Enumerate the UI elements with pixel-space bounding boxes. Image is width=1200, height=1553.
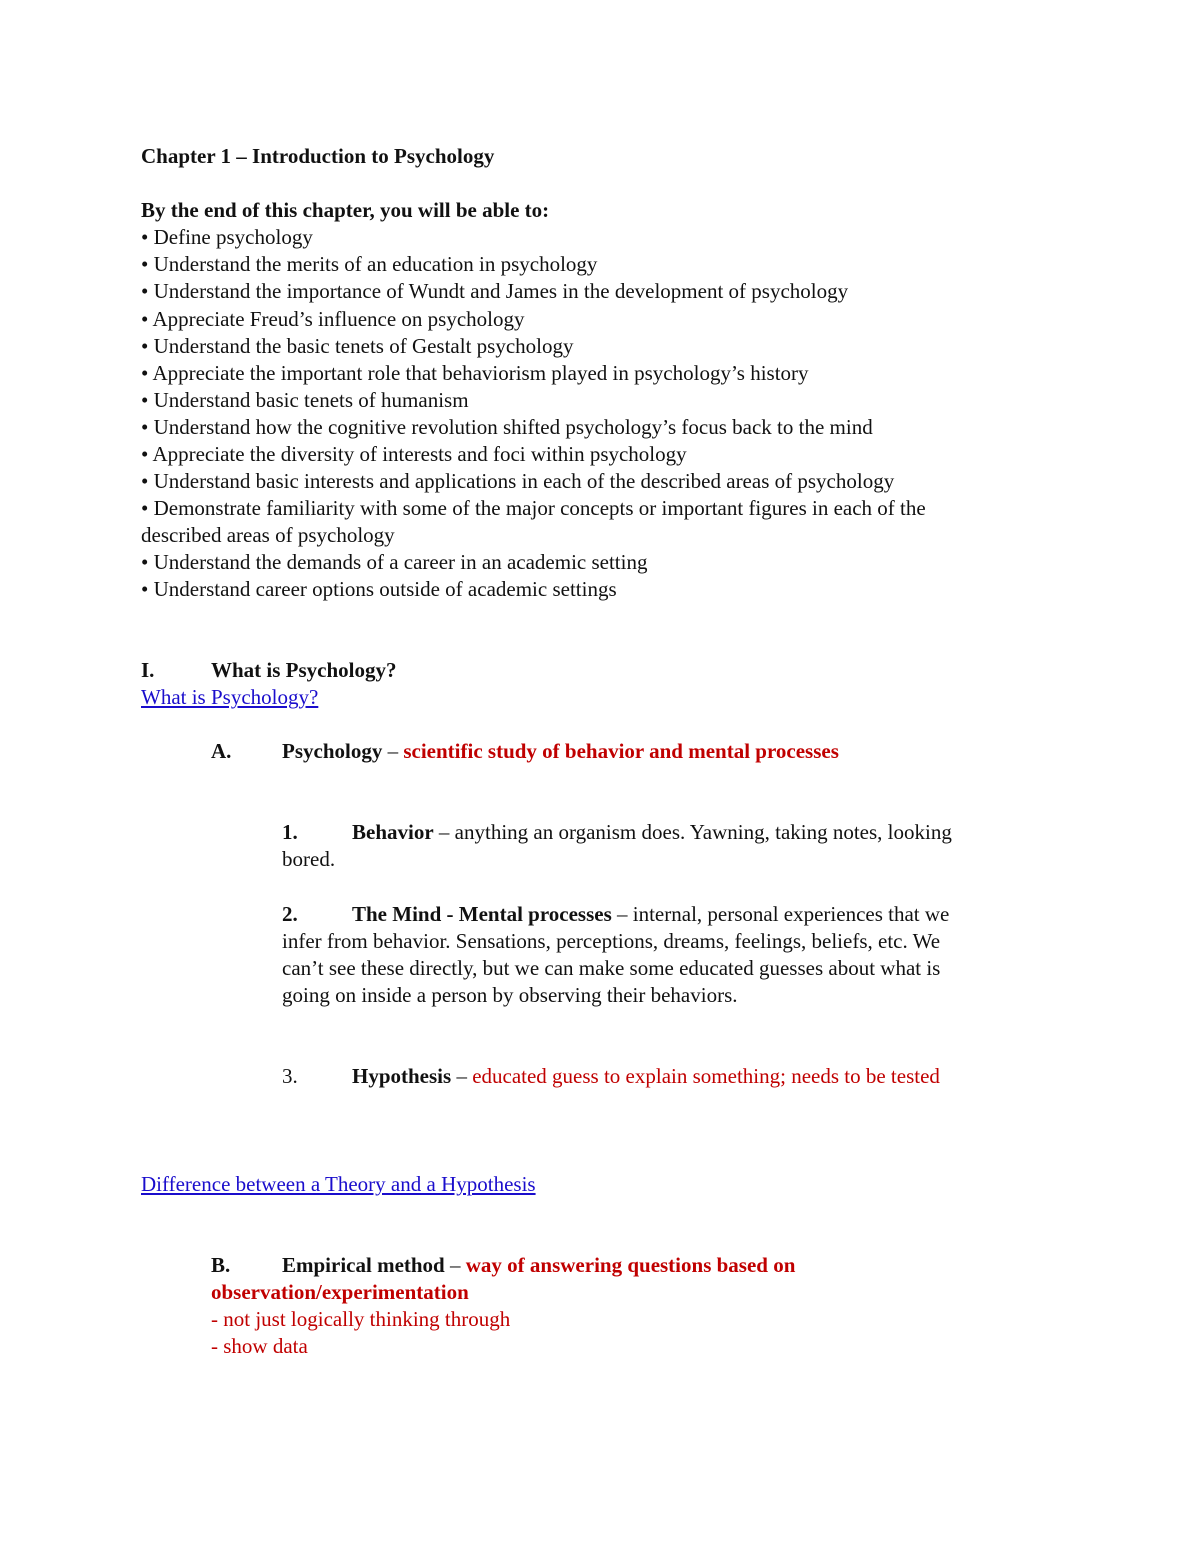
objective-item: • Understand the merits of an education in psychology	[141, 252, 598, 276]
item-number-1: 1.	[282, 820, 298, 844]
mind-text-continuation: can’t see these directly, but we can make some educated guesses about what is	[282, 956, 941, 980]
psychology-term: Psychology	[282, 739, 383, 763]
objective-item: • Understand career options outside of academic settings	[141, 577, 617, 601]
mind-text: – internal, personal experiences that we	[611, 902, 950, 926]
hypothesis-definition-text: educated guess to explain something; needs to be tested	[472, 1064, 940, 1088]
objective-item-continuation: described areas of psychology	[141, 523, 395, 547]
psychology-definition	[282, 738, 839, 765]
mind-term: The Mind - Mental processes	[352, 902, 612, 926]
objective-item: • Understand the demands of a career in an academic setting	[141, 550, 648, 574]
behavior-text: – anything an organism does. Yawning, taking notes, looking	[433, 820, 952, 844]
empirical-definition-text: way of answering questions based on	[465, 1253, 796, 1277]
objective-item: • Understand the importance of Wundt and James in the development of psychology	[141, 279, 849, 303]
mind-definition	[352, 901, 949, 928]
empirical-method-term: Empirical method	[282, 1253, 445, 1277]
empirical-dash: –	[444, 1253, 466, 1277]
chapter-title: Chapter 1 – Introduction to Psychology	[141, 144, 495, 168]
objective-item: • Appreciate the diversity of interests and foci within psychology	[141, 442, 687, 466]
section-number: I.	[141, 658, 155, 682]
psychology-definition-text: scientific study of behavior and mental processes	[403, 739, 839, 763]
objective-item: • Understand the basic tenets of Gestalt psychology	[141, 334, 574, 358]
behavior-term: Behavior	[352, 820, 434, 844]
empirical-note: - not just logically thinking through	[211, 1307, 511, 1331]
mind-text-continuation: going on inside a person by observing their behaviors.	[282, 983, 738, 1007]
objective-item: • Understand basic interests and applications in each of the described areas of psychology	[141, 469, 895, 493]
empirical-method-definition	[282, 1252, 795, 1279]
objective-item: • Appreciate Freud’s influence on psychology	[141, 307, 525, 331]
theory-vs-hypothesis-link[interactable]: Difference between a Theory and a Hypothesis	[141, 1172, 536, 1196]
behavior-text-continuation: bored.	[282, 847, 336, 871]
item-number-2: 2.	[282, 902, 298, 926]
item-number-3: 3.	[282, 1064, 298, 1088]
subsection-letter-a: A.	[211, 739, 232, 763]
empirical-definition-continuation: observation/experimentation	[211, 1280, 469, 1304]
objective-item: • Demonstrate familiarity with some of the major concepts or important figures in each of the	[141, 496, 926, 520]
hypothesis-definition	[352, 1063, 940, 1090]
objectives-heading: By the end of this chapter, you will be able to:	[141, 198, 550, 222]
objective-item: • Understand basic tenets of humanism	[141, 388, 469, 412]
definition-dash: –	[382, 739, 404, 763]
hypothesis-dash: –	[451, 1064, 473, 1088]
empirical-note: - show data	[211, 1334, 308, 1358]
objective-item: • Define psychology	[141, 225, 313, 249]
subsection-letter-b: B.	[211, 1253, 231, 1277]
section-heading: What is Psychology?	[211, 658, 397, 682]
objective-item: • Appreciate the important role that behaviorism played in psychology’s history	[141, 361, 809, 385]
behavior-definition	[352, 819, 952, 846]
hypothesis-term: Hypothesis	[352, 1064, 452, 1088]
objective-item: • Understand how the cognitive revolution shifted psychology’s focus back to the mind	[141, 415, 873, 439]
mind-text-continuation: infer from behavior. Sensations, perceptions, dreams, feelings, beliefs, etc. We	[282, 929, 941, 953]
what-is-psychology-link[interactable]: What is Psychology?	[141, 685, 319, 709]
